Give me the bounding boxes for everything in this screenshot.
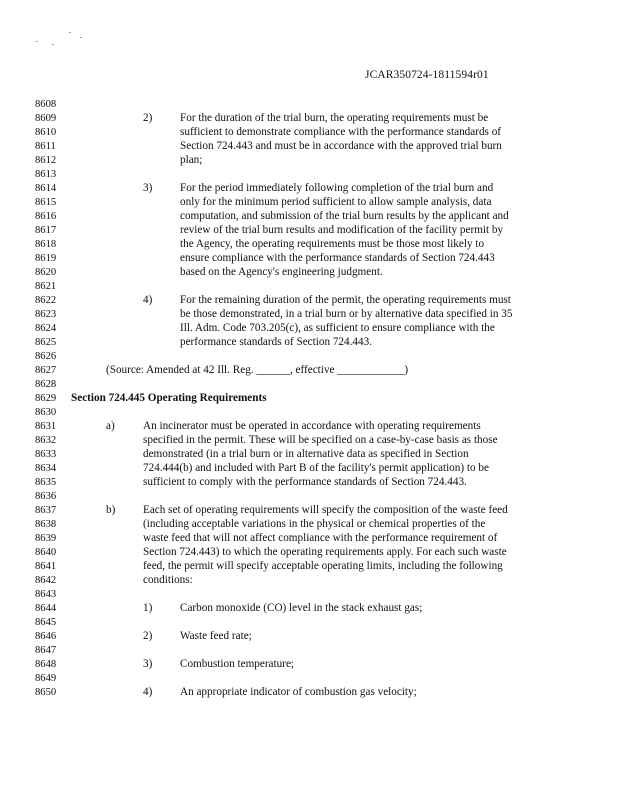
text-line: Section 724.443) to which the operating requirements apply. For each such waste: [143, 546, 507, 558]
line-number: 8626: [35, 351, 57, 362]
scan-speck: [36, 41, 38, 42]
text-line: Section 724.443 and must be in accordance with the approved trial burn: [180, 140, 502, 152]
line-number: 8641: [35, 561, 57, 572]
text-line: For the duration of the trial burn, the operating requirements must be: [180, 112, 489, 124]
text-line: feed, the permit will specify acceptable operating limits, including the following: [143, 560, 503, 572]
text-line: For the remaining duration of the permit, the operating requirements must: [180, 294, 511, 306]
line-number: 8609: [35, 113, 57, 124]
condition-label: 3): [143, 658, 153, 670]
line-number: 8617: [35, 225, 57, 236]
line-number: 8645: [35, 617, 57, 628]
line-number: 8624: [35, 323, 57, 334]
condition-text: Waste feed rate;: [180, 630, 252, 642]
line-number: 8621: [35, 281, 57, 292]
line-number: 8608: [35, 99, 57, 110]
condition-label: 2): [143, 630, 153, 642]
subsection-label: a): [106, 420, 115, 432]
item-label: 2): [143, 112, 153, 124]
line-number: 8650: [35, 687, 57, 698]
text-line: ensure compliance with the performance standards of Section 724.443: [180, 252, 495, 264]
line-number: 8642: [35, 575, 57, 586]
line-number: 8632: [35, 435, 57, 446]
item-label: 4): [143, 294, 153, 306]
line-number: 8611: [35, 141, 56, 152]
line-number: 8628: [35, 379, 57, 390]
text-line: computation, and submission of the trial burn results by the applicant and: [180, 210, 509, 222]
text-line: demonstrated (in a trial burn or in alternative data as specified in Section: [143, 448, 469, 460]
line-number: 8618: [35, 239, 57, 250]
line-number: 8638: [35, 519, 57, 530]
condition-label: 4): [143, 686, 153, 698]
line-number: 8612: [35, 155, 57, 166]
text-line: (including acceptable variations in the physical or chemical properties of the: [143, 518, 486, 530]
line-number: 8620: [35, 267, 57, 278]
line-number: 8613: [35, 169, 57, 180]
subsection-label: b): [106, 504, 116, 516]
line-number: 8644: [35, 603, 57, 614]
text-line: sufficient to demonstrate compliance with the performance standards of: [180, 126, 502, 138]
line-number: 8640: [35, 547, 57, 558]
text-line: Each set of operating requirements will specify the composition of the waste feed: [143, 504, 508, 516]
scan-speck: [52, 44, 54, 45]
text-line: performance standards of Section 724.443.: [180, 336, 372, 348]
line-number: 8639: [35, 533, 57, 544]
item-label: 3): [143, 182, 153, 194]
line-number: 8643: [35, 589, 57, 600]
text-line: Ill. Adm. Code 703.205(c), as sufficient to ensure compliance with the: [180, 322, 495, 334]
line-number: 8634: [35, 463, 57, 474]
text-line: specified in the permit. These will be specified on a case-by-case basis as those: [143, 434, 498, 446]
line-number: 8616: [35, 211, 57, 222]
text-line: the Agency, the operating requirements must be those most likely to: [180, 238, 485, 250]
condition-text: Carbon monoxide (CO) level in the stack exhaust gas;: [180, 602, 423, 614]
text-line: conditions:: [143, 574, 193, 586]
text-line: review of the trial burn results and modification of the facility permit by: [180, 224, 504, 236]
line-number: 8610: [35, 127, 57, 138]
line-number: 8637: [35, 505, 57, 516]
text-line: 724.444(b) and included with Part B of the facility's permit application) to be: [143, 462, 489, 474]
line-number: 8627: [35, 365, 57, 376]
line-number: 8647: [35, 645, 57, 656]
text-line: An incinerator must be operated in accordance with operating requirements: [143, 420, 481, 432]
condition-text: Combustion temperature;: [180, 658, 295, 670]
scan-speck: [80, 37, 82, 38]
section-heading: Section 724.445 Operating Requirements: [71, 392, 267, 404]
line-number: 8648: [35, 659, 57, 670]
line-number: 8615: [35, 197, 57, 208]
line-number: 8646: [35, 631, 57, 642]
text-line: be those demonstrated, in a trial burn or by alternative data specified in 35: [180, 308, 513, 320]
line-number: 8625: [35, 337, 57, 348]
text-line: For the period immediately following completion of the trial burn and: [180, 182, 494, 194]
text-line: sufficient to comply with the performance standards of Section 724.443.: [143, 476, 467, 488]
line-number: 8633: [35, 449, 57, 460]
line-number: 8631: [35, 421, 57, 432]
document-id: JCAR350724-1811594r01: [365, 69, 489, 81]
line-number: 8622: [35, 295, 57, 306]
text-line: only for the minimum period sufficient to allow sample analysis, data: [180, 196, 492, 208]
text-line: waste feed that will not affect compliance with the performance requirement of: [143, 532, 498, 544]
line-number: 8619: [35, 253, 57, 264]
line-number: 8636: [35, 491, 57, 502]
line-number: 8623: [35, 309, 57, 320]
line-number: 8629: [35, 393, 57, 404]
scan-speck: [69, 32, 71, 33]
line-number: 8649: [35, 673, 57, 684]
condition-label: 1): [143, 602, 153, 614]
line-number: 8630: [35, 407, 57, 418]
source-note: (Source: Amended at 42 Ill. Reg. ______, effective ____________): [106, 364, 409, 376]
line-number: 8614: [35, 183, 57, 194]
line-number: 8635: [35, 477, 57, 488]
text-line: based on the Agency's engineering judgment.: [180, 266, 383, 278]
condition-text: An appropriate indicator of combustion gas velocity;: [180, 686, 417, 698]
text-line: plan;: [180, 154, 203, 166]
